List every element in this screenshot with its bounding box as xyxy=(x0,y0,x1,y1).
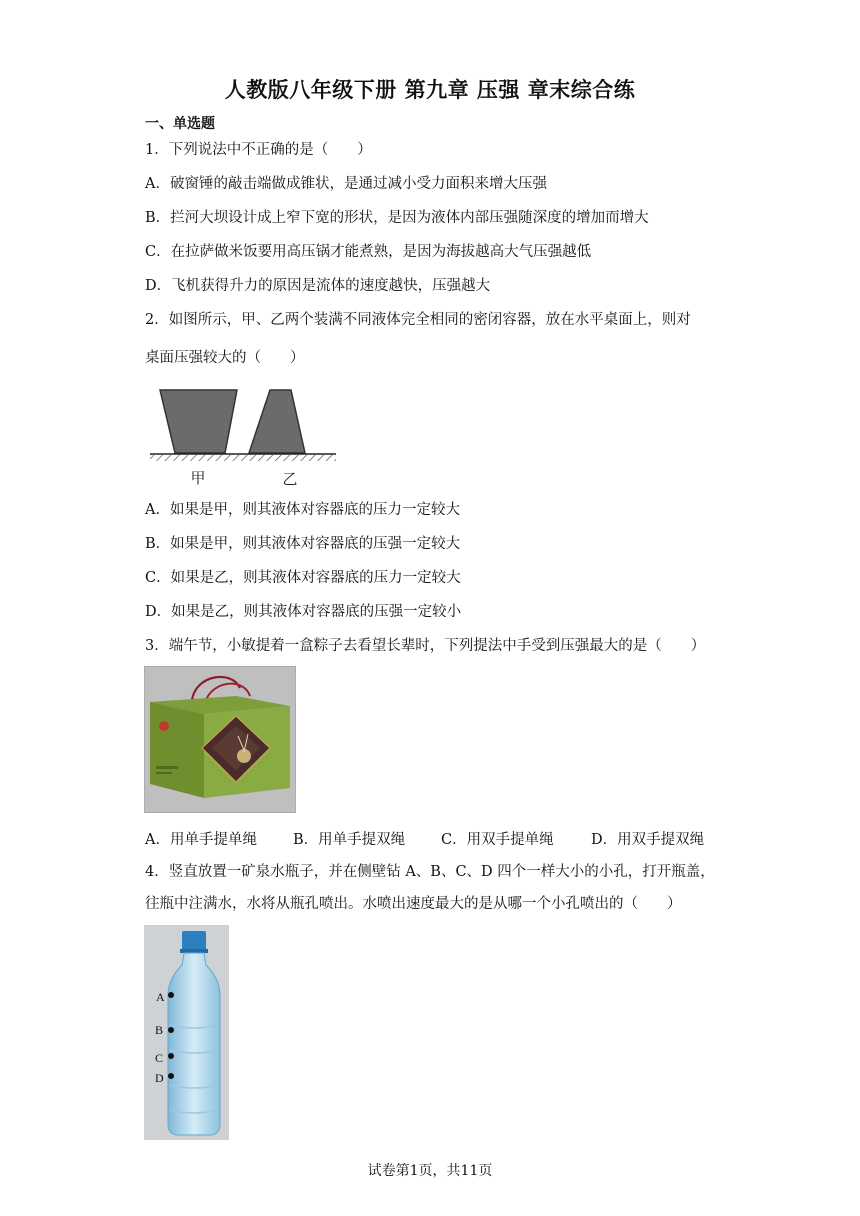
page-footer: 试卷第1页，共11页 xyxy=(367,1163,493,1179)
question-2-option-d: D．如果是乙，则其液体对容器底的压强一定较小 xyxy=(145,604,462,620)
question-1-option-b: B．拦河大坝设计成上窄下宽的形状，是因为液体内部压强随深度的增加而增大 xyxy=(145,210,649,226)
question-2-option-b: B．如果是甲，则其液体对容器底的压强一定较大 xyxy=(145,536,461,552)
question-3-option-d: D．用双手提双绳 xyxy=(591,832,705,848)
question-3-option-b: B．用单手提双绳 xyxy=(293,832,406,848)
containers-figure xyxy=(148,384,340,490)
table-hatching xyxy=(150,455,336,461)
question-3-option-a: A．用单手提单绳 xyxy=(145,832,257,848)
question-3-stem: 3．端午节，小敏提着一盒粽子去看望长辈时，下列提法中手受到压强最大的是（ ） xyxy=(145,638,706,654)
label-jia: 甲 xyxy=(190,469,206,487)
question-1-option-d: D．飞机获得升力的原因是流体的速度越快，压强越大 xyxy=(145,278,491,294)
question-2-option-a: A．如果是甲，则其液体对容器底的压力一定较大 xyxy=(145,502,460,518)
hole-b xyxy=(168,1027,174,1033)
water-bottle-photo xyxy=(144,925,229,1140)
zongzi-box-photo xyxy=(144,666,296,813)
question-1-option-c: C．在拉萨做米饭要用高压锅才能煮熟，是因为海拔越高大气压强越低 xyxy=(145,244,592,260)
hole-d xyxy=(168,1073,174,1079)
bottle-cap xyxy=(182,931,206,951)
label-yi: 乙 xyxy=(282,470,298,488)
question-2-stem-line-2: 桌面压强较大的（ ） xyxy=(145,350,305,366)
hole-label-b: B xyxy=(155,1023,164,1037)
container-jia-shape xyxy=(160,390,237,453)
hole-label-a: A xyxy=(156,990,165,1004)
question-4-stem-line-1: 4．竖直放置一矿泉水瓶子，并在侧壁钻 A、B、C、D 四个一样大小的小孔，打开瓶盖， xyxy=(145,864,715,880)
hole-c xyxy=(168,1053,174,1059)
question-4-stem-line-2: 往瓶中注满水，水将从瓶孔喷出。水喷出速度最大的是从哪一个小孔喷出的（ ） xyxy=(145,896,682,912)
question-1-stem: 1．下列说法中不正确的是（ ） xyxy=(145,142,372,158)
container-yi-shape xyxy=(249,390,305,453)
question-3-option-c: C．用双手提单绳 xyxy=(441,832,554,848)
hole-label-d: D xyxy=(155,1071,164,1085)
bottle-body xyxy=(168,953,220,1135)
section-heading: 一、单选题 xyxy=(145,116,215,132)
question-2-option-c: C．如果是乙，则其液体对容器底的压力一定较大 xyxy=(145,570,461,586)
page-title: 人教版八年级下册 第九章 压强 章末综合练 xyxy=(224,78,636,102)
question-1-option-a: A．破窗锤的敲击端做成锥状，是通过减小受力面积来增大压强 xyxy=(145,176,547,192)
question-2-stem-line-1: 2．如图所示，甲、乙两个装满不同液体完全相同的密闭容器，放在水平桌面上，则对 xyxy=(145,312,691,328)
question-3-options xyxy=(145,828,745,848)
hole-label-c: C xyxy=(155,1051,164,1065)
hole-a xyxy=(168,992,174,998)
